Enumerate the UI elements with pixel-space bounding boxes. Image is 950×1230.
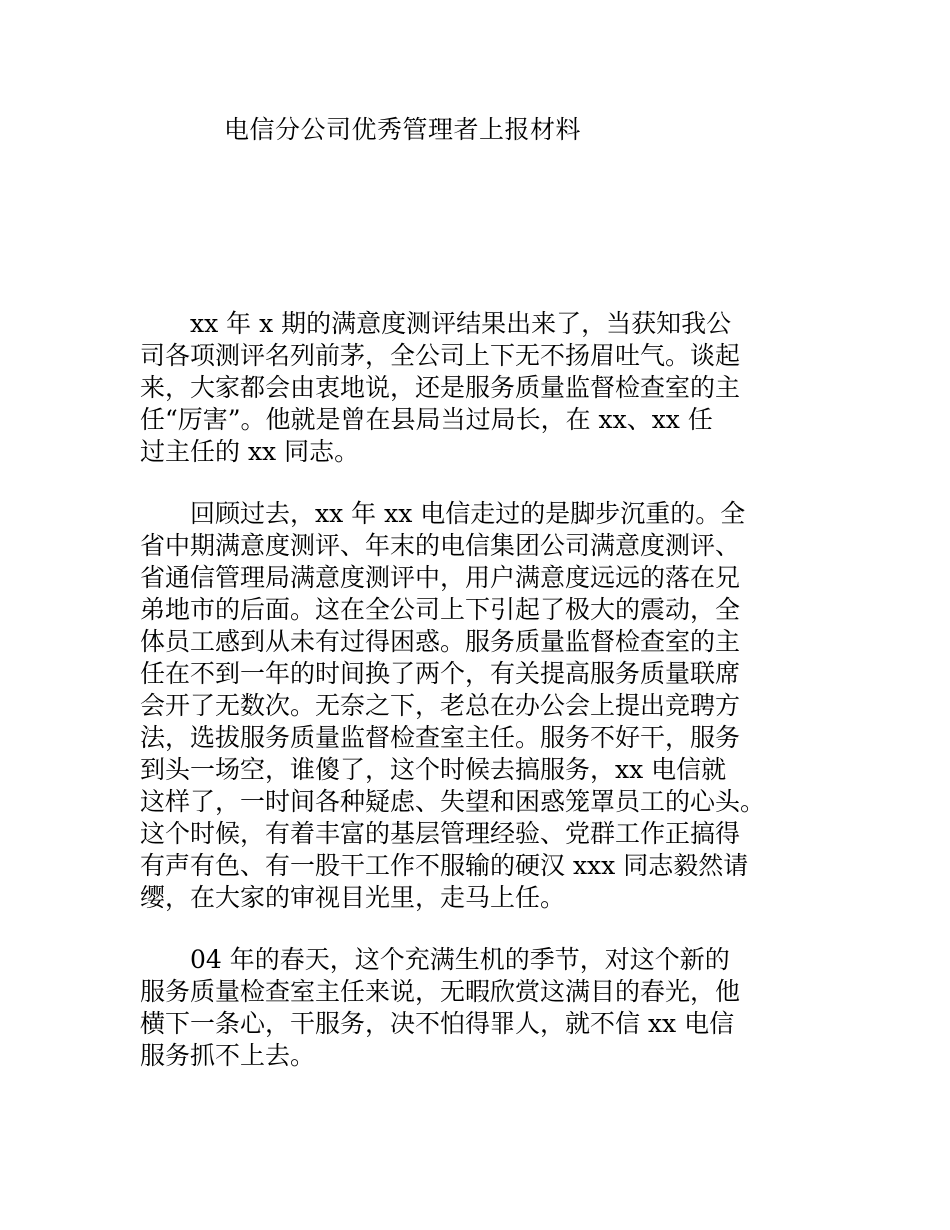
text-line: 有声有色、有一股干工作不服输的硬汉 xxx 同志毅然请 bbox=[140, 851, 749, 880]
text-line: xx 年 x 期的满意度测评结果出来了，当获知我公 bbox=[140, 309, 732, 338]
text-line: 司各项测评名列前茅，全公司上下无不扬眉吐气。谈起 bbox=[140, 341, 741, 370]
text-line: 法，选拔服务质量监督检查室主任。服务不好干，服务 bbox=[140, 723, 741, 752]
document-title: 电信分公司优秀管理者上报材料 bbox=[224, 115, 582, 144]
text-line: 这样了，一时间各种疑虑、失望和困惑笼罩员工的心头。 bbox=[140, 787, 766, 816]
text-line: 这个时候，有着丰富的基层管理经验、党群工作正搞得 bbox=[140, 819, 741, 848]
text-line: 任“厉害”。他就是曾在县局当过局长，在 xx、xx 任 bbox=[140, 405, 713, 434]
paragraph-3 bbox=[140, 944, 740, 1072]
text-line: 来，大家都会由衷地说，还是服务质量监督检查室的主 bbox=[140, 373, 741, 402]
text-line: 省通信管理局满意度测评中，用户满意度远远的落在兄 bbox=[140, 563, 741, 592]
text-line: 体员工感到从未有过得困惑。服务质量监督检查室的主 bbox=[140, 627, 741, 656]
paragraph-1 bbox=[140, 308, 740, 468]
paragraph-2 bbox=[140, 498, 765, 914]
text-line: 服务质量检查室主任来说，无暇欣赏这满目的春光，他 bbox=[140, 977, 741, 1006]
text-line: 任在不到一年的时间换了两个，有关提高服务质量联席 bbox=[140, 659, 741, 688]
text-line: 回顾过去，xx 年 xx 电信走过的是脚步沉重的。全 bbox=[140, 499, 746, 528]
text-line: 会开了无数次。无奈之下，老总在办公会上提出竞聘方 bbox=[140, 691, 741, 720]
text-line: 横下一条心，干服务，决不怕得罪人，就不信 xx 电信 bbox=[140, 1009, 735, 1038]
text-line: 缨，在大家的审视目光里，走马上任。 bbox=[140, 883, 566, 912]
text-line: 04 年的春天，这个充满生机的季节，对这个新的 bbox=[140, 945, 730, 974]
text-line: 弟地市的后面。这在全公司上下引起了极大的震动，全 bbox=[140, 595, 741, 624]
text-line: 省中期满意度测评、年末的电信集团公司满意度测评、 bbox=[140, 531, 741, 560]
text-line: 过主任的 xx 同志。 bbox=[140, 437, 360, 466]
text-line: 到头一场空，谁傻了，这个时候去搞服务，xx 电信就 bbox=[140, 755, 727, 784]
text-line: 服务抓不上去。 bbox=[140, 1041, 316, 1070]
